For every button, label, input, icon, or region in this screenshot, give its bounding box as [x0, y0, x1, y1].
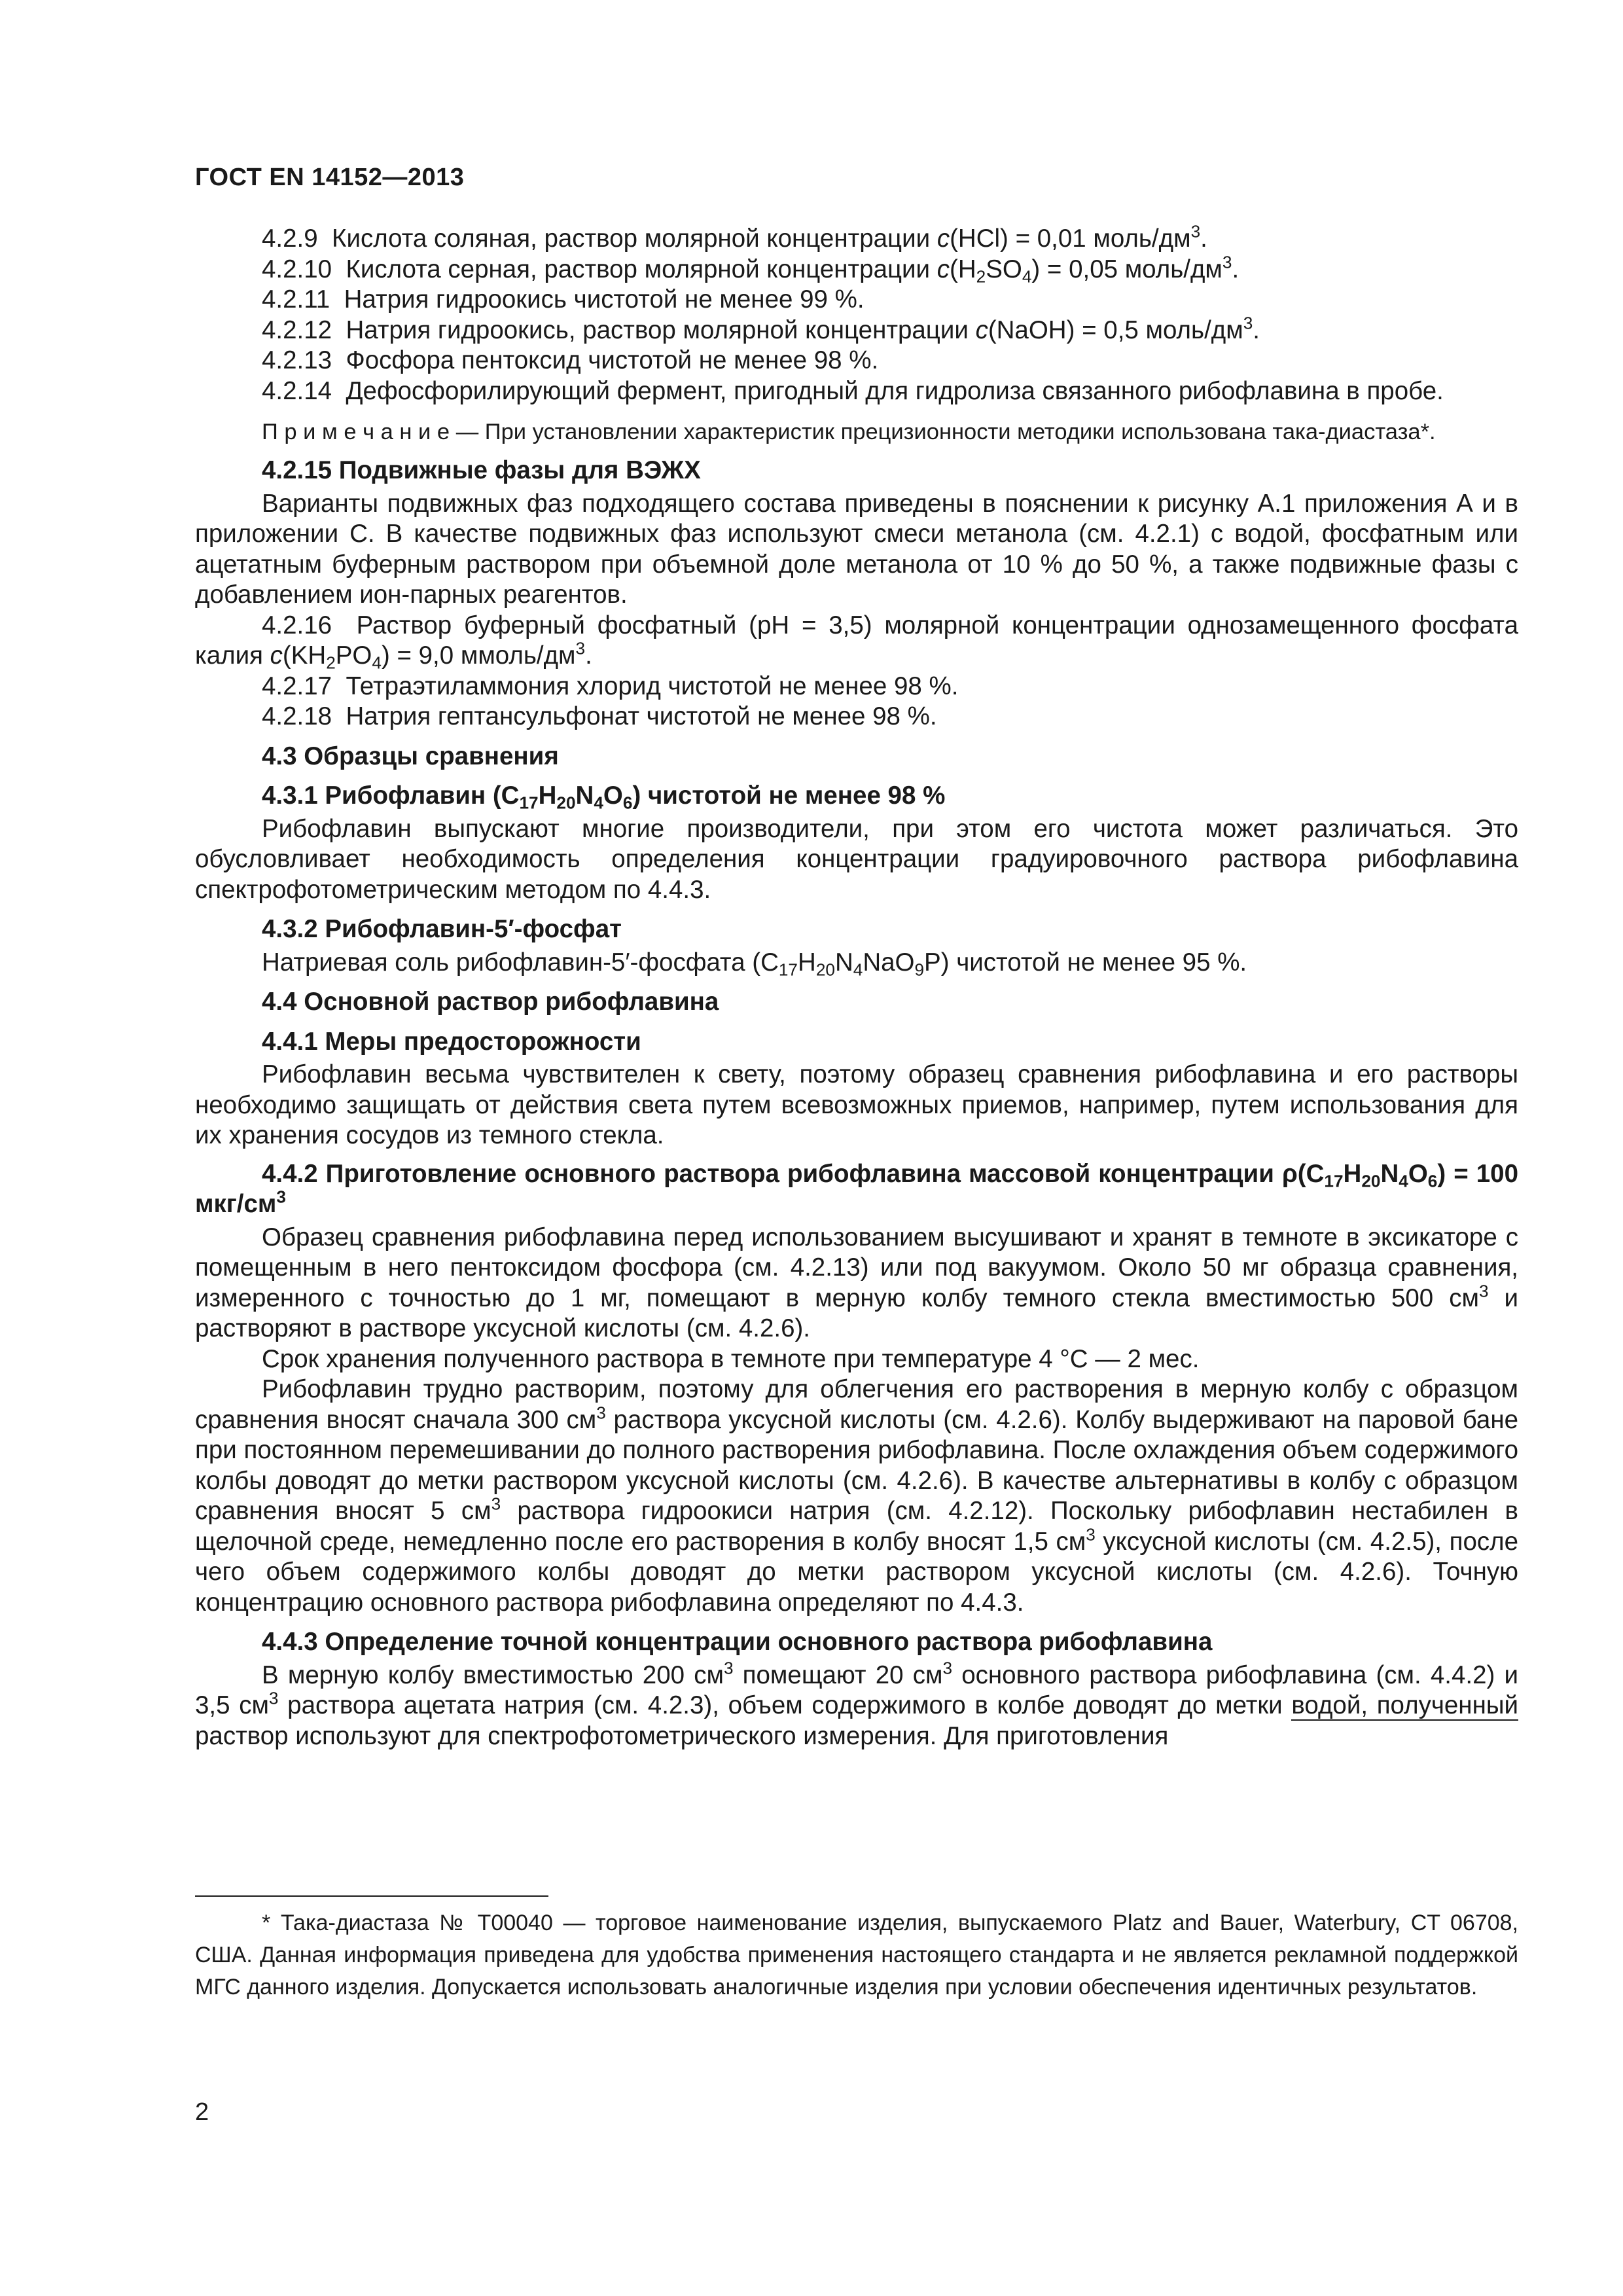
- para-4-4-2-c: Рибофлавин трудно растворим, поэтому для облегчения его растворения в мерную колбу с образцом сравнения вносят сначала 300 $см^3$ раствора уксусной кислоты (см. 4.2.6). Колбу выдерживают на паровой бане при постоянном перемешивании до полного растворения рибофлавина. После охлаждения объем содержимого колбы доводят до метки раствором уксусной кислоты (см. 4.2.6). В качестве альтернативы в колбу с образцом сравнения вносят 5 $см^3$ раствора гидроокиси натрия (см. 4.2.12). Поскольку рибофлавин нестабилен в щелочной среде, немедленно после его растворения в колбу вносят 1,5 $см^3$ уксусной кислоты (см. 4.2.5), после чего объем содержимого колбы доводят до метки раствором уксусной кислоты (см. 4.2.6). Точную концентрацию основного раствора рибофлавина определяют по 4.4.3.: [195, 1375, 1518, 1617]
- footnote: * Така-диастаза № Т00040 — торговое наименование изделия, выпускаемого Platz and Bauer, Waterbury, CT 06708, США. Данная информация приведена для удобства применения настоящего стандарта и не является рекламной поддержкой МГС данного изделия. Допускается использовать аналогичные изделия при условии обеспечения идентичных результатов.: [195, 1910, 1518, 2000]
- item-4-2-11: 4.2.11 Натрия гидроокись чистотой не менее 99 %.: [262, 285, 865, 314]
- heading-4-3-2: 4.3.2 Рибофлавин-5′-фосфат: [262, 915, 622, 943]
- heading-4-3: 4.3 Образцы сравнения: [262, 742, 559, 770]
- para-4-4-3: В мерную колбу вместимостью 200 $см^3$ помещают 20 $см^3$ основного раствора рибофлавина (см. 4.4.2) и 3,5 $см^3$ раствора ацетата натрия (см. 4.2.3), объем содержимого в колбе доводят до метки водой, полученный раствор используют для спектрофотометрического измерения. Для приготовления: [195, 1658, 1519, 1750]
- heading-4-3-1: 4.3.1 Рибофлавин $(C_{17}H_{20}N_4O_6)$ чистотой не менее 98 %: [262, 781, 946, 813]
- para-4-4-1: Рибофлавин весьма чувствителен к свету, поэтому образец сравнения рибофлавина и его растворы необходимо защищать от действия света путем всевозможных приемов, например, путем использования для их хранения сосудов из темного стекла.: [195, 1060, 1518, 1149]
- item-4-2-13: 4.2.13 Фосфора пентоксид чистотой не менее 98 %.: [262, 346, 879, 374]
- para-4-3-2: Натриевая соль рибофлавин-5′-фосфата $(C_{17}H_{20}N_4NaO_9P)$ чистотой не менее 95 %.: [262, 948, 1247, 979]
- para-4-4-2-a: Образец сравнения рибофлавина перед использованием высушивают и хранят в темноте в эксикаторе с помещенным в него пентоксидом фосфора (см. 4.2.13) или под вакуумом. Около 50 мг образца сравнения, измеренного с точностью до 1 мг, помещают в мерную колбу темного стекла вместимостью 500 $см^3$ и растворяют в растворе уксусной кислоты (см. 4.2.6).: [195, 1223, 1519, 1342]
- item-4-2-10: 4.2.10 Кислота серная, раствор молярной концентрации $c(H_2SO_4) = 0,05$ моль/$дм^3$.: [262, 252, 1240, 286]
- heading-4-4: 4.4 Основной раствор рибофлавина: [262, 988, 719, 1016]
- item-4-2-12: 4.2.12 Натрия гидроокись, раствор молярной концентрации c(NaOH) = 0,5 моль/$дм^3$.: [262, 313, 1260, 344]
- heading-4-4-3: 4.4.3 Определение точной концентрации основного раствора рибофлавина: [262, 1628, 1213, 1656]
- item-4-2-16: 4.2.16 Раствор буферный фосфатный (pH = 3,5) молярной концентрации однозамещенного фосфата калия $c(KH_2PO_4) = 9,0$ ммоль/$дм^3$.: [195, 611, 1518, 673]
- note: [195, 418, 1518, 446]
- note-text: — При установлении характеристик прецизионности методики использована така-диастаза*.: [450, 420, 1436, 444]
- item-4-2-9: 4.2.9 Кислота соляная, раствор молярной концентрации c(HCl) = 0,01 моль/$дм^3$.: [262, 221, 1207, 253]
- heading-4-2-15: 4.2.15 Подвижные фазы для ВЭЖХ: [262, 456, 701, 484]
- heading-4-4-1: 4.4.1 Меры предосторожности: [262, 1027, 641, 1056]
- para-4-4-2-b: Срок хранения полученного раствора в темноте при температуре 4 °С — 2 мес.: [262, 1344, 1200, 1373]
- item-4-2-17: 4.2.17 Тетраэтиламмония хлорид чистотой не менее 98 %.: [262, 672, 959, 700]
- main-text: [195, 221, 1519, 1751]
- heading-4-4-2: 4.4.2 Приготовление основного раствора рибофлавина массовой концентрации $\rho(C_{17}H_{20}N_4O_6) = 100$ мкг/$см^3$: [195, 1159, 1518, 1218]
- document-header: ГОСТ EN 14152—2013: [195, 164, 465, 191]
- para-4-2-15: Варианты подвижных фаз подходящего состава приведены в пояснении к рисунку А.1 приложения А и в приложении С. В качестве подвижных фаз используют смеси метанола (см. 4.2.1) с водой, фосфатным или ацетатным буферным раствором при объемной доле метанола от 10 % до 50 %, а также подвижные фазы с добавлением ион-парных реагентов.: [195, 489, 1518, 609]
- item-4-2-18: 4.2.18 Натрия гептансульфонат чистотой не менее 98 %.: [262, 702, 937, 730]
- para-4-3-1: Рибофлавин выпускают многие производители, при этом его чистота может различаться. Это обусловливает необходимость определения концентрации градуировочного раствора рибофлавина спектрофотометрическим методом по 4.4.3.: [195, 814, 1518, 904]
- note-label: П р и м е ч а н и е: [262, 420, 450, 444]
- footnote-separator: [195, 1895, 548, 1897]
- item-4-2-14: 4.2.14 Дефосфорилирующий фермент, пригодный для гидролиза связанного рибофлавина в пробе.: [262, 376, 1444, 405]
- page-number: 2: [195, 2098, 209, 2126]
